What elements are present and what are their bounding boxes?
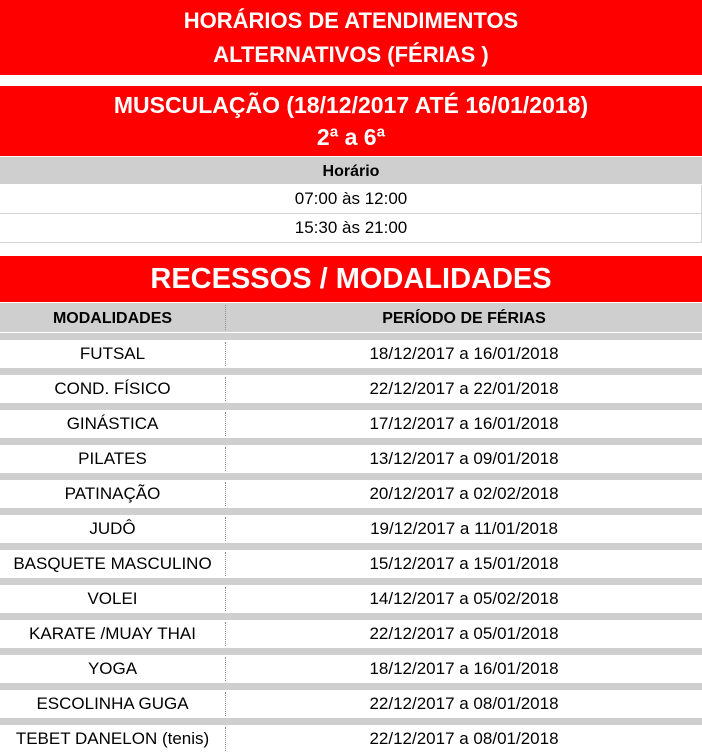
modalidade-cell: BASQUETE MASCULINO [13, 554, 212, 573]
modalidade-cell: YOGA [87, 659, 138, 678]
horario-header: Horário [0, 157, 702, 184]
recessos-banner [0, 256, 702, 302]
recessos-title: RECESSOS / MODALIDADES [150, 263, 552, 295]
periodo-cell: 15/12/2017 a 15/01/2018 [369, 554, 559, 573]
table-row [0, 438, 702, 473]
row-band [0, 718, 702, 725]
modalidade-cell: FUTSAL [79, 344, 146, 363]
musculacao-banner [0, 86, 702, 156]
row-cells [0, 725, 702, 753]
row-cells [0, 550, 702, 578]
row-band [0, 578, 702, 585]
row-band [0, 648, 702, 655]
table-row [0, 333, 702, 368]
row-cells [0, 655, 702, 683]
row-band [0, 438, 702, 445]
modalidade-cell: GINÁSTICA [66, 414, 159, 433]
periodo-cell: 18/12/2017 a 16/01/2018 [369, 659, 559, 678]
title-line-1: HORÁRIOS DE ATENDIMENTOS [183, 8, 519, 33]
horario-row [0, 214, 702, 243]
horario-row [0, 185, 702, 214]
periodo-cell: 22/12/2017 a 22/01/2018 [369, 379, 559, 398]
periodo-cell: 20/12/2017 a 02/02/2018 [369, 484, 559, 503]
table-row [0, 578, 702, 613]
row-cells [0, 585, 702, 613]
periodo-cell: 18/12/2017 a 16/01/2018 [369, 344, 559, 363]
modalidade-cell: JUDÔ [89, 519, 136, 538]
modalidade-cell: TEBET DANELON (tenis) [15, 729, 210, 748]
recessos-table-header [0, 303, 702, 332]
periodo-cell: 17/12/2017 a 16/01/2018 [369, 414, 559, 433]
row-cells [0, 375, 702, 403]
col-header-modalidades: MODALIDADES [52, 310, 173, 327]
table-row [0, 403, 702, 438]
modalidade-cell: PATINAÇÃO [64, 484, 161, 503]
row-cells [0, 445, 702, 473]
table-row [0, 368, 702, 403]
modalidade-cell: KARATE /MUAY THAI [29, 624, 196, 643]
horario-time: 07:00 às 12:00 [294, 189, 408, 208]
periodo-cell: 19/12/2017 a 11/01/2018 [370, 519, 558, 538]
periodo-cell: 22/12/2017 a 05/01/2018 [369, 624, 559, 643]
modalidade-cell: ESCOLINHA GUGA [36, 694, 189, 713]
table-row [0, 508, 702, 543]
table-row [0, 613, 702, 648]
row-band [0, 683, 702, 690]
table-row [0, 648, 702, 683]
modalidade-cell: COND. FÍSICO [54, 379, 171, 398]
row-cells [0, 620, 702, 648]
periodo-cell: 22/12/2017 a 08/01/2018 [369, 694, 559, 713]
col-header-periodo: PERÍODO DE FÉRIAS [382, 310, 546, 327]
row-band [0, 403, 702, 410]
row-cells [0, 480, 702, 508]
recessos-table-body [0, 333, 702, 753]
row-band [0, 543, 702, 550]
title-line-2: ALTERNATIVOS (FÉRIAS ) [213, 42, 489, 67]
periodo-cell: 13/12/2017 a 09/01/2018 [369, 449, 559, 468]
row-band [0, 333, 702, 340]
row-cells [0, 515, 702, 543]
row-cells [0, 690, 702, 718]
row-band [0, 368, 702, 375]
title-banner [0, 0, 702, 75]
table-row [0, 718, 702, 753]
row-band [0, 473, 702, 480]
periodo-cell: 22/12/2017 a 08/01/2018 [369, 729, 559, 748]
table-row [0, 473, 702, 508]
horario-time: 15:30 às 21:00 [294, 218, 408, 237]
modalidade-cell: PILATES [78, 449, 147, 468]
musculacao-title: MUSCULAÇÃO (18/12/2017 ATÉ 16/01/2018) [113, 92, 589, 118]
row-band [0, 508, 702, 515]
table-row [0, 683, 702, 718]
periodo-cell: 14/12/2017 a 05/02/2018 [369, 589, 559, 608]
row-band [0, 613, 702, 620]
row-cells [0, 340, 702, 368]
modalidade-cell: VOLEI [87, 589, 138, 608]
musculacao-days: 2ª a 6ª [316, 124, 386, 150]
table-row [0, 543, 702, 578]
row-cells [0, 410, 702, 438]
